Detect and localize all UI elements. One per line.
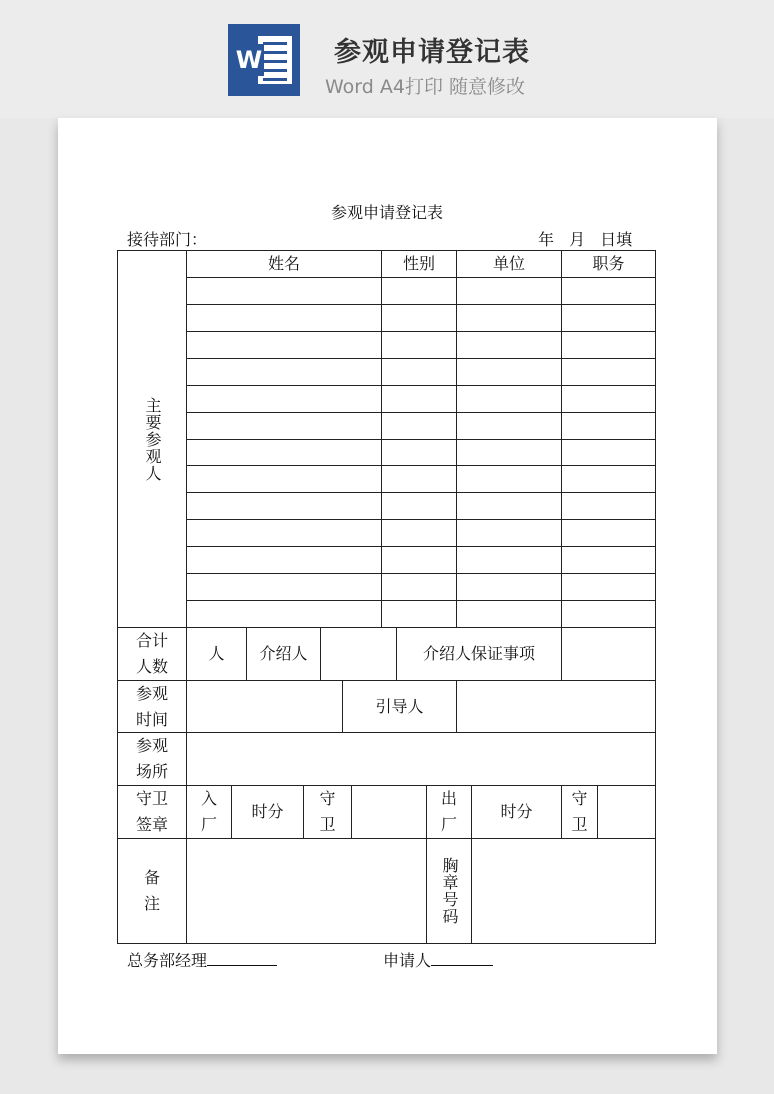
exit-hour-minute-label: 时分 — [500, 802, 533, 821]
main-visitors-label-cell — [118, 251, 186, 627]
guide-label: 引导人 — [375, 696, 424, 716]
column-header-unit: 单位 — [492, 254, 525, 273]
guard-sign-label: 守卫 签章 — [135, 789, 168, 834]
banner-title: 参观申请登记表 — [334, 37, 530, 68]
applicant-label: 申请人 — [383, 951, 432, 970]
enter-factory-label: 入 厂 — [200, 789, 217, 834]
person-unit-label: 人 — [208, 644, 225, 663]
visit-time-label: 参观 时间 — [135, 683, 168, 729]
main-visitors-label: 主要参观人 — [143, 396, 162, 482]
exit-guard-label: 守 卫 — [571, 789, 588, 834]
badge-number-label: 胸章号码 — [440, 857, 459, 925]
remarks-label: 备 注 — [143, 868, 160, 913]
applicant-signature — [383, 948, 493, 971]
total-count-label: 合计 人数 — [135, 631, 168, 676]
word-icon — [228, 24, 300, 96]
enter-guard-label: 守 卫 — [319, 789, 336, 834]
guarantee-label: 介绍人保证事项 — [422, 644, 535, 663]
introducer-label: 介绍人 — [259, 644, 308, 663]
column-header-gender: 性别 — [402, 254, 435, 273]
enter-hour-minute-label: 时分 — [251, 802, 284, 821]
manager-signature — [127, 948, 277, 971]
badge-number-label-cell — [427, 839, 471, 943]
banner-subtitle: Word A4打印 随意修改 — [325, 76, 526, 98]
date-label: 年 月 日填 — [538, 230, 633, 249]
form-title: 参观申请登记表 — [330, 203, 443, 222]
applicant-signature-line[interactable] — [431, 951, 493, 966]
visit-place-label: 参观 场所 — [135, 736, 168, 781]
column-header-name: 姓名 — [267, 254, 300, 273]
manager-signature-line[interactable] — [207, 951, 277, 966]
word-icon-letter: W — [235, 46, 263, 74]
column-header-position: 职务 — [592, 254, 625, 273]
banner — [0, 0, 774, 118]
exit-factory-label: 出 厂 — [440, 789, 457, 834]
department-label: 接待部门： — [127, 230, 208, 249]
manager-label: 总务部经理 — [127, 951, 208, 970]
